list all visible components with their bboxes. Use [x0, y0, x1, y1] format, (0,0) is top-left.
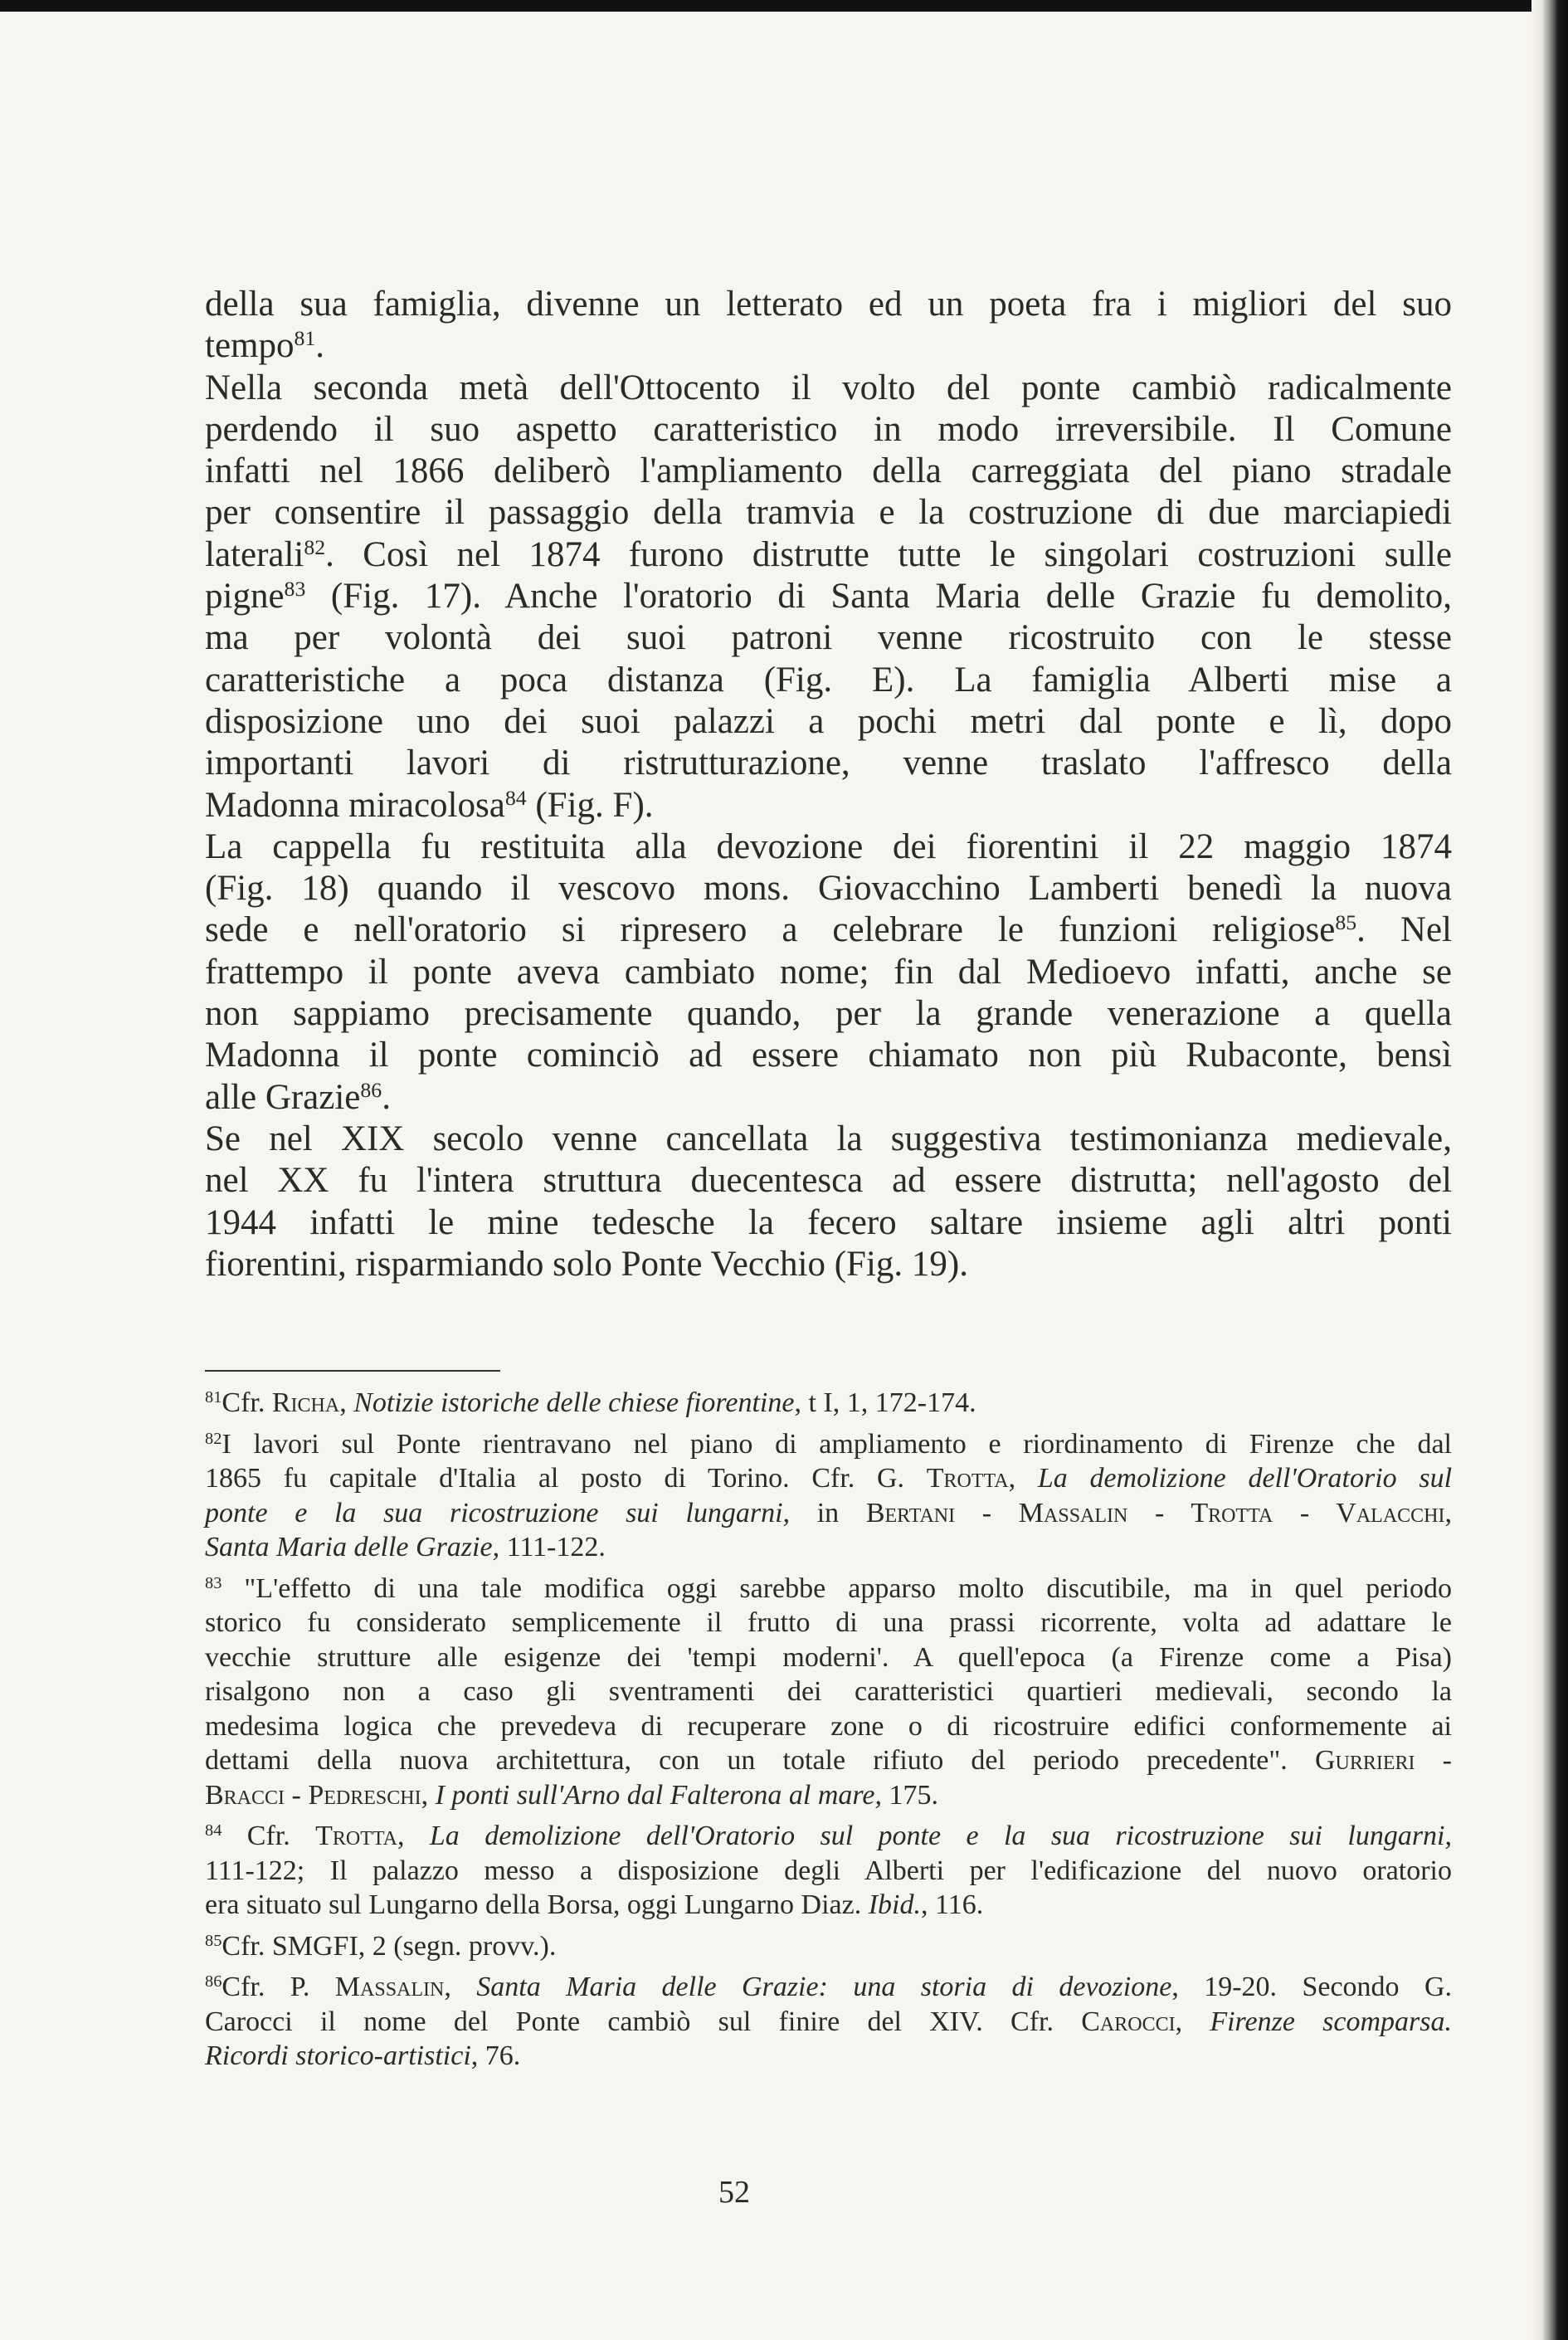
text-run: , t I, 1, 172-174.	[794, 1387, 976, 1418]
text-run: "L'effetto di una tale modifica oggi sarebbe apparso molto discutibile, ma in quel periodo	[222, 1572, 1452, 1604]
text-run: ,	[1008, 1463, 1038, 1494]
italic-text: Notizie istoriche delle chiese fiorentine	[353, 1387, 795, 1418]
footnote-line	[205, 1675, 1452, 1709]
body-line	[205, 1035, 1452, 1076]
italic-text: ponte e la sua ricostruzione sui lungarni,	[205, 1497, 791, 1528]
author-name: Carocci	[1081, 2006, 1176, 2037]
footnote-line	[205, 1427, 1452, 1462]
body-line	[205, 1244, 1452, 1285]
footnote-line	[205, 1929, 1452, 1964]
text-run: Madonna miracolosa	[205, 785, 505, 825]
text-run: non sappiamo precisamente quando, per la grande venerazione a quella	[205, 994, 1452, 1034]
text-run: Cfr. SMGFI, 2 (segn. provv.).	[222, 1930, 557, 1962]
text-run: 111-122; Il palazzo messo a disposizione degli Alberti per l'edificazione del nuovo oratorio	[205, 1855, 1452, 1886]
footnote-line	[205, 1854, 1452, 1889]
footnote-84	[205, 1819, 1452, 1923]
text-run: caratteristiche a poca distanza (Fig. E). La famiglia Alberti mise a	[205, 660, 1452, 700]
text-run: risalgono non a caso gli sventramenti dei caratteristici quartieri medievali, secondo la	[205, 1676, 1452, 1707]
footnote-line	[205, 1819, 1452, 1854]
footnote-reference: 85	[205, 1931, 222, 1950]
footnote-line	[205, 1386, 1452, 1421]
body-line	[205, 1119, 1452, 1160]
text-run: nel XX fu l'intera struttura duecentesca ad essere distrutta; nell'agosto del	[205, 1161, 1452, 1201]
text-run: .	[315, 326, 325, 366]
text-run: (Fig. F).	[526, 785, 654, 825]
footnote-83	[205, 1572, 1452, 1813]
text-run: .	[382, 1077, 391, 1117]
footnote-reference: 86	[360, 1077, 382, 1102]
text-run: pigne	[205, 577, 285, 617]
footnote-line	[205, 2039, 1452, 2074]
text-run: ma per volontà dei suoi patroni venne ricostruito con le stesse	[205, 618, 1452, 658]
footnote-reference: 86	[205, 1972, 222, 1991]
body-line	[205, 409, 1452, 451]
author-name: Richa	[271, 1387, 340, 1418]
body-line	[205, 660, 1452, 701]
footnote-reference: 82	[304, 534, 326, 559]
italic-text: Firenze scomparsa.	[1210, 2006, 1453, 2037]
text-run: ,	[1444, 1497, 1452, 1528]
body-line	[205, 576, 1452, 617]
text-run: Nella seconda metà dell'Ottocento il volto del ponte cambiò radicalmente	[205, 368, 1452, 407]
body-line	[205, 868, 1452, 909]
body-line	[205, 993, 1452, 1035]
footnote-line	[205, 1743, 1452, 1778]
text-run: fiorentini, risparmiando solo Ponte Vecchio (Fig. 19).	[205, 1244, 968, 1284]
body-line	[205, 284, 1452, 325]
footnote-line	[205, 1778, 1452, 1813]
text-run: alle Grazie	[205, 1077, 361, 1117]
body-line	[205, 617, 1452, 659]
text-run: La cappella fu restituita alla devozione dei fiorentini il 22 maggio 1874	[205, 826, 1452, 866]
text-run: (Fig. 17). Anche l'oratorio di Santa Maria delle Grazie fu demolito,	[305, 577, 1452, 617]
text-run: . Così nel 1874 furono distrutte tutte le singolari costruzioni sulle	[325, 534, 1452, 574]
footnotes	[205, 1386, 1452, 2080]
body-line	[205, 1160, 1452, 1202]
text-run: Cfr. P.	[222, 1972, 335, 2002]
text-run: infatti nel 1866 deliberò l'ampliamento della carreggiata del piano stradale	[205, 451, 1452, 491]
body-line	[205, 909, 1452, 951]
text-run: . Nel	[1356, 910, 1452, 950]
text-run: ,	[444, 1972, 477, 2002]
text-run: ,	[421, 1779, 436, 1811]
italic-text: La demolizione dell'Oratorio sul ponte e la sua ricostruzione sui lungarni,	[429, 1821, 1452, 1851]
footnote-line	[205, 1640, 1452, 1675]
footnote-reference: 85	[1335, 910, 1357, 935]
footnote-line	[205, 1888, 1452, 1923]
text-run: dettami della nuova architettura, con un totale rifiuto del periodo precedente".	[205, 1745, 1315, 1776]
author-name: Bertani - Massalin - Trotta - Valacchi	[865, 1497, 1445, 1528]
body-line	[205, 1202, 1452, 1244]
text-run: 1865 fu capitale d'Italia al posto di Torino. Cfr. G.	[205, 1463, 927, 1494]
text-run: ,	[397, 1821, 430, 1851]
footnote-reference: 83	[205, 1573, 222, 1592]
footnote-line	[205, 1530, 1452, 1565]
body-line	[205, 534, 1452, 576]
italic-text: Ricordi storico-artistici	[205, 2040, 471, 2071]
footnote-line	[205, 1709, 1452, 1744]
body-line	[205, 492, 1452, 534]
text-run: medesima logica che prevedeva di recuperare zone o di ricostruire edifici conformemente ai	[205, 1710, 1452, 1742]
author-name: Trotta	[315, 1821, 397, 1851]
footnote-line	[205, 1496, 1452, 1531]
footnote-81	[205, 1386, 1452, 1421]
scan-right-border	[1543, 0, 1568, 2340]
text-run: Cfr.	[222, 1821, 316, 1851]
body-line	[205, 743, 1452, 784]
scan-top-border	[0, 0, 1568, 12]
text-run: 1944 infatti le mine tedesche la fecero saltare insieme agli altri ponti	[205, 1202, 1452, 1242]
footnote-85	[205, 1929, 1452, 1964]
footnote-line	[205, 2005, 1452, 2040]
text-run: Carocci il nome del Ponte cambiò sul finire del XIV. Cfr.	[205, 2006, 1082, 2037]
text-run: per consentire il passaggio della tramvia e la costruzione di due marciapiedi	[205, 493, 1452, 533]
text-run: disposizione uno dei suoi palazzi a pochi metri dal ponte e lì, dopo	[205, 701, 1452, 741]
footnote-reference: 81	[205, 1387, 222, 1406]
footnote-separator	[205, 1370, 500, 1372]
italic-text: Santa Maria delle Grazie,	[205, 1532, 500, 1562]
footnote-reference: 82	[205, 1429, 222, 1448]
body-line	[205, 451, 1452, 492]
italic-text: La demolizione dell'Oratorio sul	[1037, 1463, 1453, 1494]
text-run: , 76.	[470, 2040, 521, 2071]
footnote-line	[205, 1572, 1452, 1606]
body-line	[205, 1077, 1452, 1119]
footnote-82	[205, 1427, 1452, 1565]
text-run: in	[790, 1497, 866, 1528]
text-run: perdendo il suo aspetto caratteristico in modo irreversibile. Il Comune	[205, 409, 1452, 449]
body-line	[205, 368, 1452, 409]
italic-text: I ponti sull'Arno dal Falterona al mare,	[435, 1779, 882, 1811]
text-run: importanti lavori di ristrutturazione, venne traslato l'affresco della	[205, 743, 1452, 783]
text-run: (Fig. 18) quando il vescovo mons. Giovacchino Lamberti benedì la nuova	[205, 869, 1452, 909]
text-run: tempo	[205, 326, 295, 366]
text-run: I lavori sul Ponte rientravano nel piano di ampliamento e riordinamento di Firenze che dal	[222, 1428, 1452, 1460]
footnote-reference: 84	[205, 1821, 222, 1840]
author-name: Trotta	[926, 1463, 1009, 1494]
page-gutter-shadow	[1531, 0, 1543, 2340]
text-run: Madonna il ponte cominciò ad essere chiamato non più Rubaconte, bensì	[205, 1036, 1452, 1075]
body-line	[205, 785, 1452, 826]
body-line	[205, 826, 1452, 868]
main-text	[205, 284, 1452, 1285]
text-run: della sua famiglia, divenne un letterato ed un poeta fra i migliori del suo	[205, 285, 1452, 324]
text-run: 175.	[881, 1779, 938, 1811]
text-run: Se nel XIX secolo venne cancellata la suggestiva testimonianza medievale,	[205, 1119, 1452, 1158]
text-run: frattempo il ponte aveva cambiato nome; fin dal Medioevo infatti, anche se	[205, 952, 1452, 992]
text-run: sede e nell'oratorio si ripresero a celebrare le funzioni religiose	[205, 910, 1336, 950]
italic-text: Santa Maria delle Grazie: una storia di devozione	[476, 1972, 1172, 2002]
text-run: vecchie strutture alle esigenze dei 'tempi moderni'. A quell'epoca (a Firenze come a Pisa)	[205, 1641, 1452, 1673]
italic-text: Ibid.	[868, 1889, 922, 1920]
body-line	[205, 952, 1452, 993]
text-run: , 19-20. Secondo G.	[1171, 1972, 1453, 2002]
body-line	[205, 325, 1452, 367]
text-run: Cfr.	[222, 1387, 272, 1418]
footnote-reference: 83	[284, 576, 306, 601]
text-run: laterali	[205, 534, 304, 574]
text-run: storico fu considerato semplicemente il frutto di una prassi ricorrente, volta ad adattare le	[205, 1607, 1452, 1638]
text-run: era situato sul Lungarno della Borsa, oggi Lungarno Diaz.	[205, 1889, 869, 1920]
author-name: Gurrieri -	[1314, 1745, 1452, 1776]
footnote-reference: 81	[294, 326, 316, 351]
footnote-86	[205, 1970, 1452, 2074]
text-run: , 116.	[921, 1889, 984, 1920]
footnote-line	[205, 1461, 1452, 1496]
text-run: ,	[1175, 2006, 1210, 2037]
footnote-reference: 84	[504, 785, 527, 810]
author-name: Bracci - Pedreschi	[205, 1779, 421, 1811]
text-run: 111-122.	[499, 1532, 606, 1562]
footnote-line	[205, 1606, 1452, 1640]
footnote-line	[205, 1970, 1452, 2005]
text-run: ,	[339, 1387, 354, 1418]
body-line	[205, 701, 1452, 743]
page-number: 52	[718, 2175, 750, 2210]
author-name: Massalin	[334, 1972, 445, 2002]
